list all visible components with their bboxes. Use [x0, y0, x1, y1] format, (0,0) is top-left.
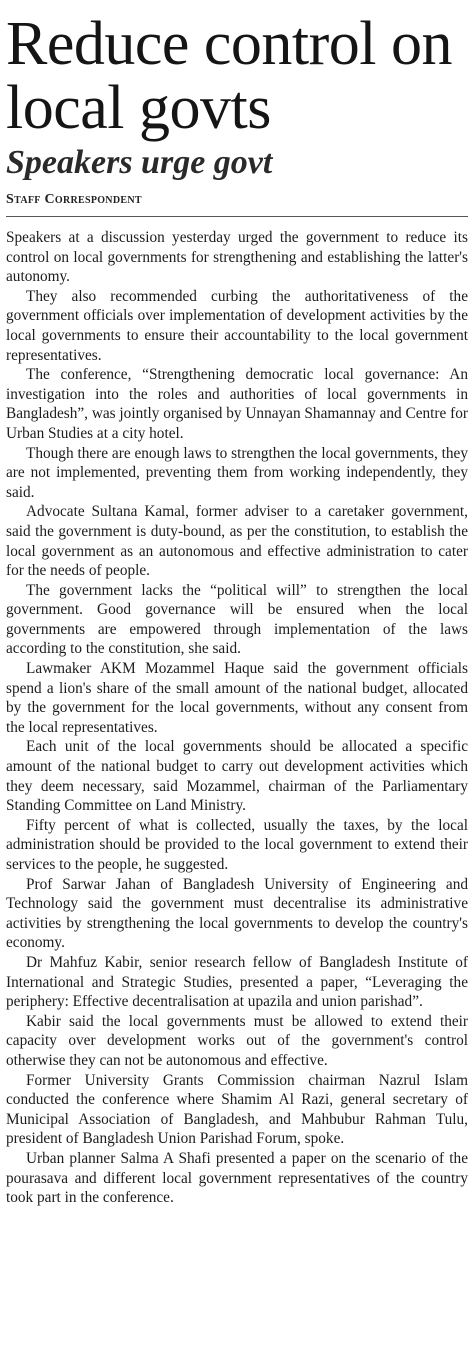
paragraph: Former University Grants Commission chairman Nazrul Islam conducted the conference where Shamim Al Razi, general secretary of Municipal Association of Bangladesh, and Mahbubur Rahman Tulu, president of Bangladesh Union Parishad Forum, spoke.: [6, 1071, 468, 1148]
paragraph: Urban planner Salma A Shafi presented a paper on the scenario of the pourasava and different local government representatives of the country took part in the conference.: [6, 1149, 468, 1207]
paragraph: Advocate Sultana Kamal, former adviser to a caretaker government, said the government is duty-bound, as per the constitution, to establish the local government as an autonomous and effective administration to cater for the needs of people.: [6, 503, 468, 580]
paragraph: The government lacks the “political will” to strengthen the local government. Good governance will be ensured when the local governments are empowered through implementation of the laws according to the constitution, she said.: [6, 581, 468, 658]
headline: Reduce control on local govts: [6, 10, 453, 142]
byline: Staff Correspondent: [6, 192, 468, 217]
paragraph: The conference, “Strengthening democratic local governance: An investigation into the roles and authorities of local governments in Bangladesh”, was jointly organised by Unnayan Shamannay and Centre for Urban Studies at a city hotel.: [6, 366, 468, 442]
paragraph: Lawmaker AKM Mozammel Haque said the government officials spend a lion's share of the small amount of the national budget, allocated by the government for the local governments, without any consent from the local representatives.: [6, 660, 468, 736]
article-body: [6, 228, 468, 1208]
paragraph: Dr Mahfuz Kabir, senior research fellow of Bangladesh Institute of International and Strategic Studies, presented a paper, “Leveraging the periphery: Effective decentralisation at upazila and union parishad”.: [6, 953, 468, 1011]
paragraph: Speakers at a discussion yesterday urged the government to reduce its control on local governments for strengthening and establishing the latter's autonomy.: [6, 229, 468, 286]
paragraph: Kabir said the local governments must be allowed to extend their capacity over development works out of the government's control otherwise they can not be autonomous and effective.: [6, 1012, 468, 1069]
subheadline: Speakers urge govt: [6, 144, 273, 181]
paragraph: Though there are enough laws to strengthen the local governments, they are not implemented, preventing them from working independently, they said.: [6, 444, 468, 501]
paragraph: Prof Sarwar Jahan of Bangladesh University of Engineering and Technology said the government must decentralise its administrative activities by strengthening the local governments to develop the country's economy.: [6, 875, 468, 952]
paragraph: Fifty percent of what is collected, usually the taxes, by the local administration should be provided to the local government to extend their services to the people, he suggested.: [6, 816, 468, 873]
news-article: [6, 0, 468, 1208]
paragraph: They also recommended curbing the authoritativeness of the government officials over implementation of development activities by the local governments to ensure their accountability to the local government representatives.: [6, 287, 468, 364]
paragraph: Each unit of the local governments should be allocated a specific amount of the national budget to carry out development activities which they deem necessary, said Mozammel, chairman of the Parliamentary Standing Committee on Land Ministry.: [6, 738, 468, 815]
